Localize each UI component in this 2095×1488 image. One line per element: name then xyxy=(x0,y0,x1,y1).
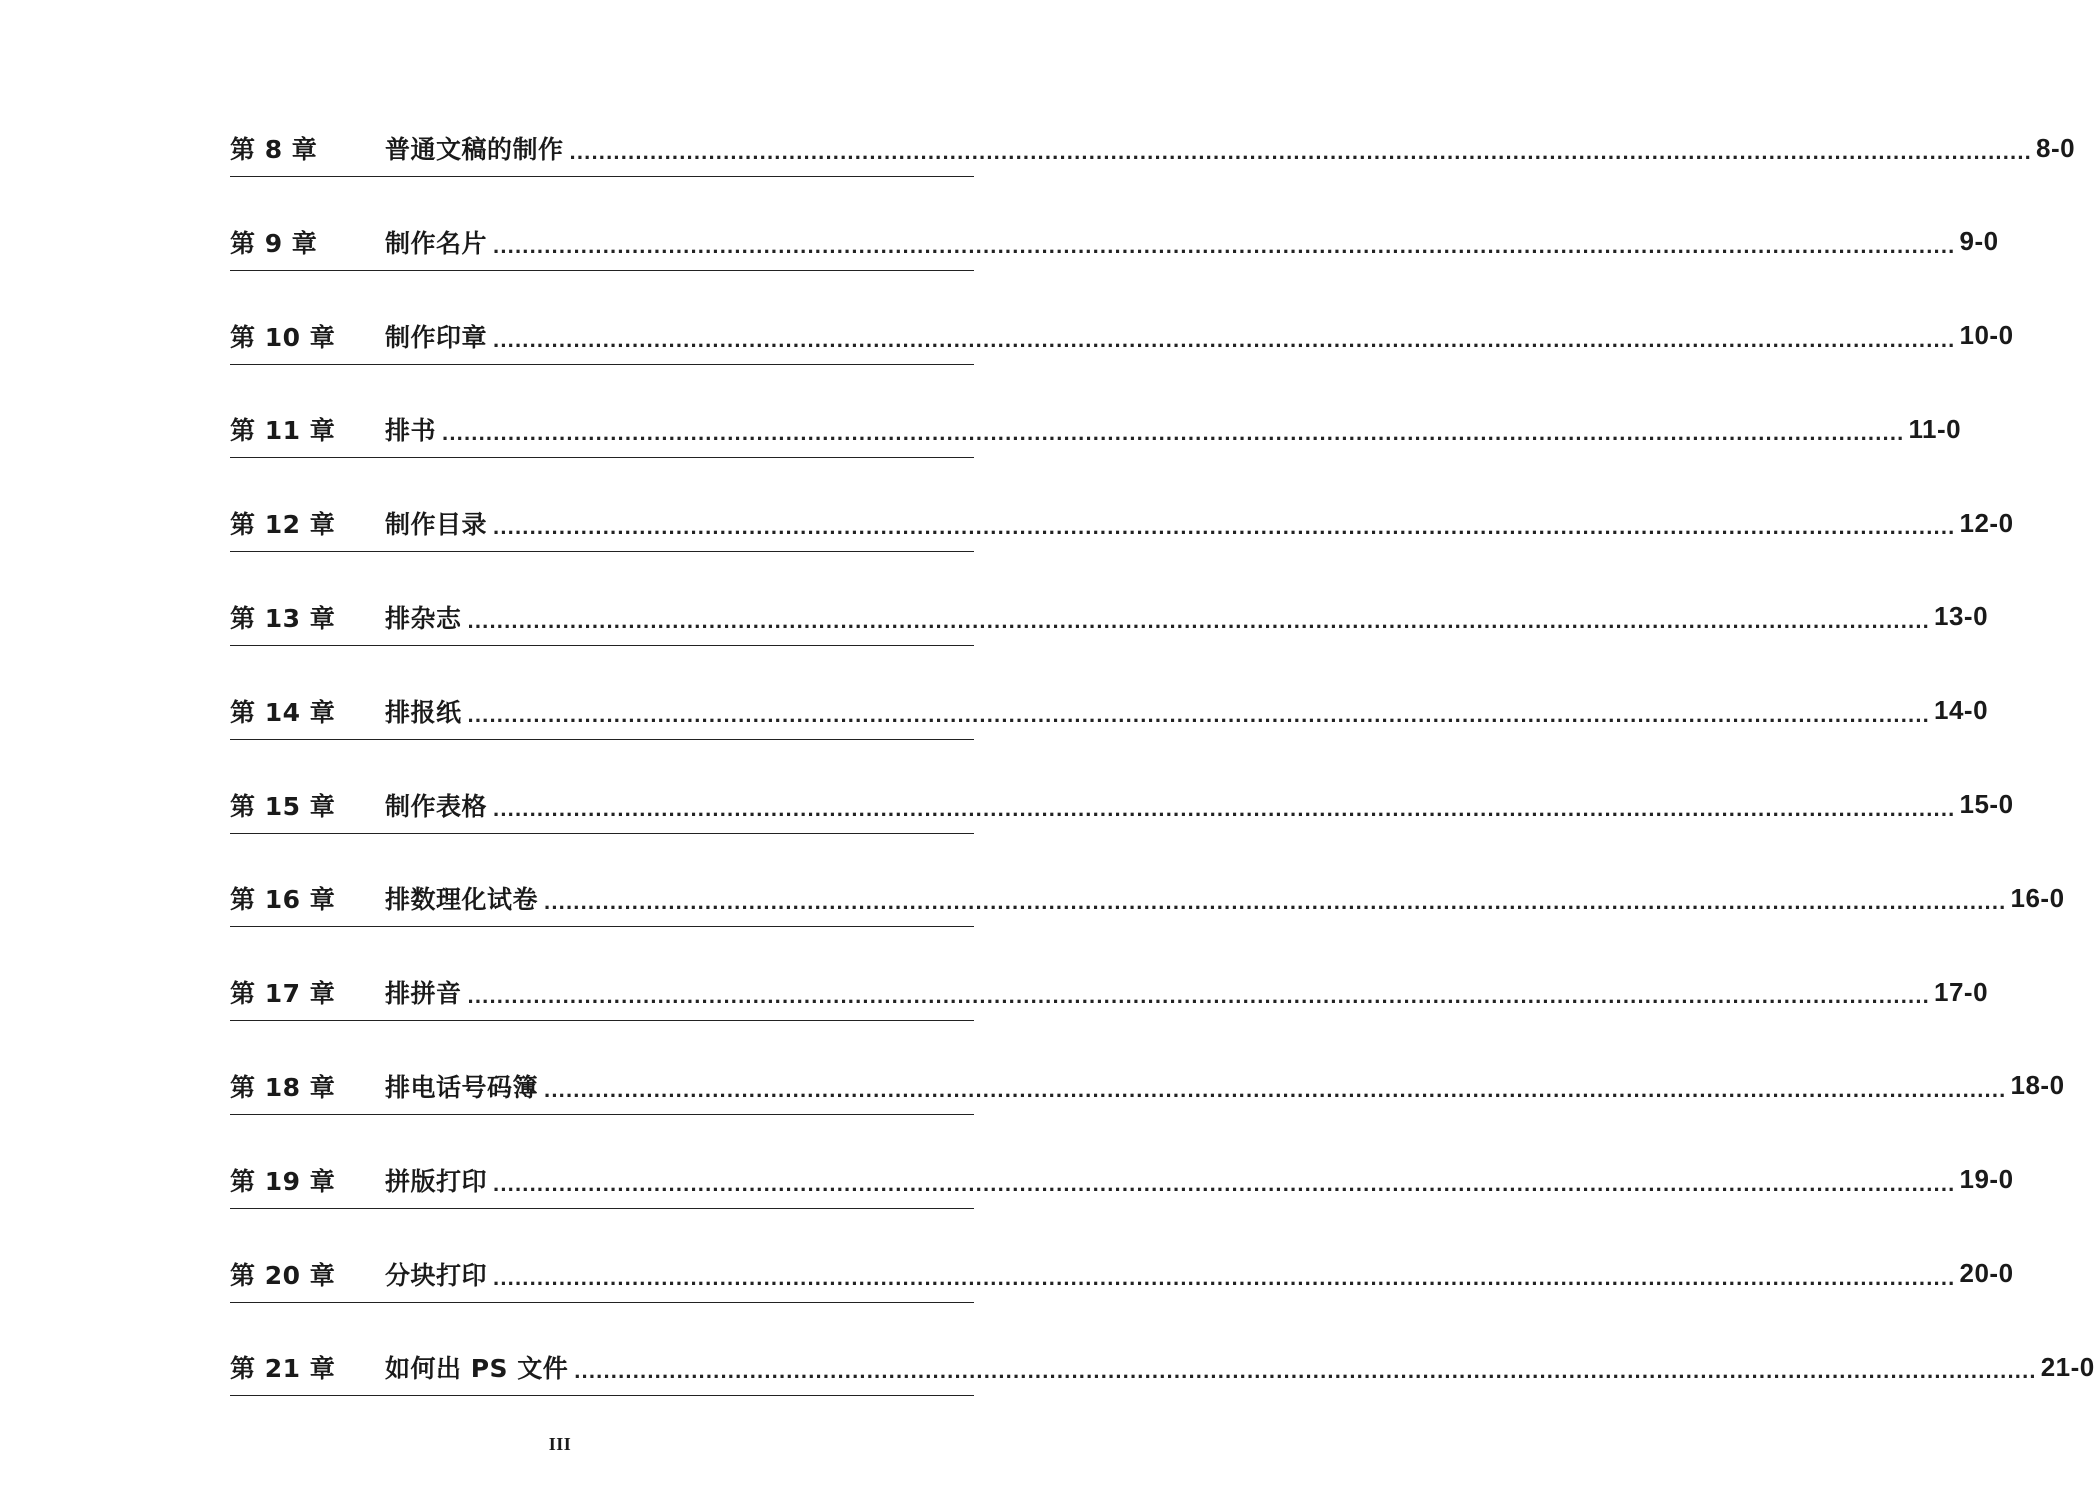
chapter-number: 第 15 章 xyxy=(230,791,336,821)
toc-entry-line xyxy=(230,1246,2014,1303)
toc-entry[interactable] xyxy=(230,214,1999,308)
dot-leader: ........................................................................................................................................................................................................ xyxy=(574,1358,2037,1384)
toc-entry[interactable] xyxy=(230,777,2014,871)
toc-entry-line xyxy=(230,308,2014,365)
toc-entry[interactable] xyxy=(230,1058,2065,1152)
dot-leader: ........................................................................................................................................................................................................ xyxy=(467,701,1930,727)
chapter-page-ref: 18-0 xyxy=(2010,1070,2065,1101)
toc-entry[interactable] xyxy=(230,308,2014,402)
chapter-page-ref: 11-0 xyxy=(1908,413,1962,444)
chapter-page-ref: 12-0 xyxy=(1959,507,2014,538)
chapter-title: 分块打印 xyxy=(385,1260,488,1290)
toc-entry-line xyxy=(230,683,1989,740)
dot-leader: ........................................................................................................................................................................................................ xyxy=(493,1170,1956,1196)
dot-leader: ........................................................................................................................................................................................................ xyxy=(493,795,1956,821)
chapter-title: 排书 xyxy=(385,416,437,446)
chapter-title: 制作名片 xyxy=(385,228,488,258)
chapter-page-ref: 19-0 xyxy=(1959,1164,2014,1195)
toc-entry[interactable] xyxy=(230,1246,2014,1340)
dot-leader: ........................................................................................................................................................................................................ xyxy=(467,983,1930,1009)
toc-entry-line xyxy=(230,777,2014,834)
table-of-contents xyxy=(230,120,2095,1433)
toc-entry[interactable] xyxy=(230,495,2014,589)
toc-entry[interactable] xyxy=(230,120,2076,214)
toc-entry[interactable] xyxy=(230,1152,2014,1246)
toc-entry[interactable] xyxy=(230,589,1989,683)
dot-leader: ........................................................................................................................................................................................................ xyxy=(493,232,1956,258)
toc-entry-line xyxy=(230,964,1989,1021)
chapter-title: 制作目录 xyxy=(385,510,488,540)
chapter-page-ref: 20-0 xyxy=(1959,1258,2014,1289)
chapter-title: 排拼音 xyxy=(385,979,462,1009)
chapter-number: 第 9 章 xyxy=(230,228,318,258)
dot-leader: ........................................................................................................................................................................................................ xyxy=(544,1076,2007,1102)
chapter-number: 第 13 章 xyxy=(230,603,336,633)
dot-leader: ........................................................................................................................................................................................................ xyxy=(467,607,1930,633)
dot-leader: ........................................................................................................................................................................................................ xyxy=(569,139,2032,164)
chapter-title: 排杂志 xyxy=(385,603,462,633)
chapter-number: 第 11 章 xyxy=(230,416,336,446)
toc-entry[interactable] xyxy=(230,1339,2095,1433)
chapter-number: 第 12 章 xyxy=(230,510,336,540)
chapter-number: 第 18 章 xyxy=(230,1072,336,1102)
dot-leader: ........................................................................................................................................................................................................ xyxy=(493,326,1956,352)
dot-leader: ........................................................................................................................................................................................................ xyxy=(544,889,2007,915)
dot-leader: ........................................................................................................................................................................................................ xyxy=(493,1264,1956,1290)
chapter-number: 第 20 章 xyxy=(230,1260,336,1290)
chapter-title: 排数理化试卷 xyxy=(385,885,539,915)
toc-entry[interactable] xyxy=(230,401,1962,495)
chapter-page-ref: 17-0 xyxy=(1933,976,1989,1007)
toc-entry-line xyxy=(230,495,2014,552)
toc-entry-line xyxy=(230,1339,2095,1396)
toc-entry-line xyxy=(230,401,1962,458)
toc-entry-line xyxy=(230,589,1989,646)
toc-entry-line xyxy=(230,214,1999,271)
chapter-number: 第 17 章 xyxy=(230,979,336,1009)
dot-leader: ........................................................................................................................................................................................................ xyxy=(442,420,1905,446)
toc-entry-line xyxy=(230,1152,2014,1209)
toc-entry[interactable] xyxy=(230,683,1989,777)
toc-entry-line xyxy=(230,1058,2065,1115)
toc-entry-line xyxy=(230,120,2076,177)
page-number: III xyxy=(548,1434,572,1454)
chapter-title: 普通文稿的制作 xyxy=(385,135,564,164)
chapter-title: 如何出 PS 文件 xyxy=(385,1354,569,1384)
chapter-number: 第 10 章 xyxy=(230,322,336,352)
chapter-title: 制作印章 xyxy=(385,322,488,352)
chapter-number: 第 21 章 xyxy=(230,1354,336,1384)
chapter-title: 拼版打印 xyxy=(385,1166,488,1196)
dot-leader: ........................................................................................................................................................................................................ xyxy=(493,514,1956,540)
chapter-page-ref: 13-0 xyxy=(1933,601,1989,632)
chapter-page-ref: 10-0 xyxy=(1959,320,2014,351)
chapter-page-ref: 9-0 xyxy=(1959,226,1999,257)
toc-entry-line xyxy=(230,870,2065,927)
chapter-number: 第 16 章 xyxy=(230,885,336,915)
chapter-page-ref: 14-0 xyxy=(1933,695,1989,726)
chapter-page-ref: 15-0 xyxy=(1959,789,2014,820)
chapter-page-ref: 16-0 xyxy=(2010,882,2065,913)
chapter-title: 制作表格 xyxy=(385,791,488,821)
chapter-page-ref: 21-0 xyxy=(2040,1351,2095,1382)
chapter-number: 第 14 章 xyxy=(230,697,336,727)
chapter-number: 第 8 章 xyxy=(230,135,318,164)
chapter-title: 排电话号码簿 xyxy=(385,1072,539,1102)
chapter-number: 第 19 章 xyxy=(230,1166,336,1196)
chapter-page-ref: 8-0 xyxy=(2035,132,2076,163)
toc-entry[interactable] xyxy=(230,964,1989,1058)
toc-entry[interactable] xyxy=(230,870,2065,964)
chapter-title: 排报纸 xyxy=(385,697,462,727)
